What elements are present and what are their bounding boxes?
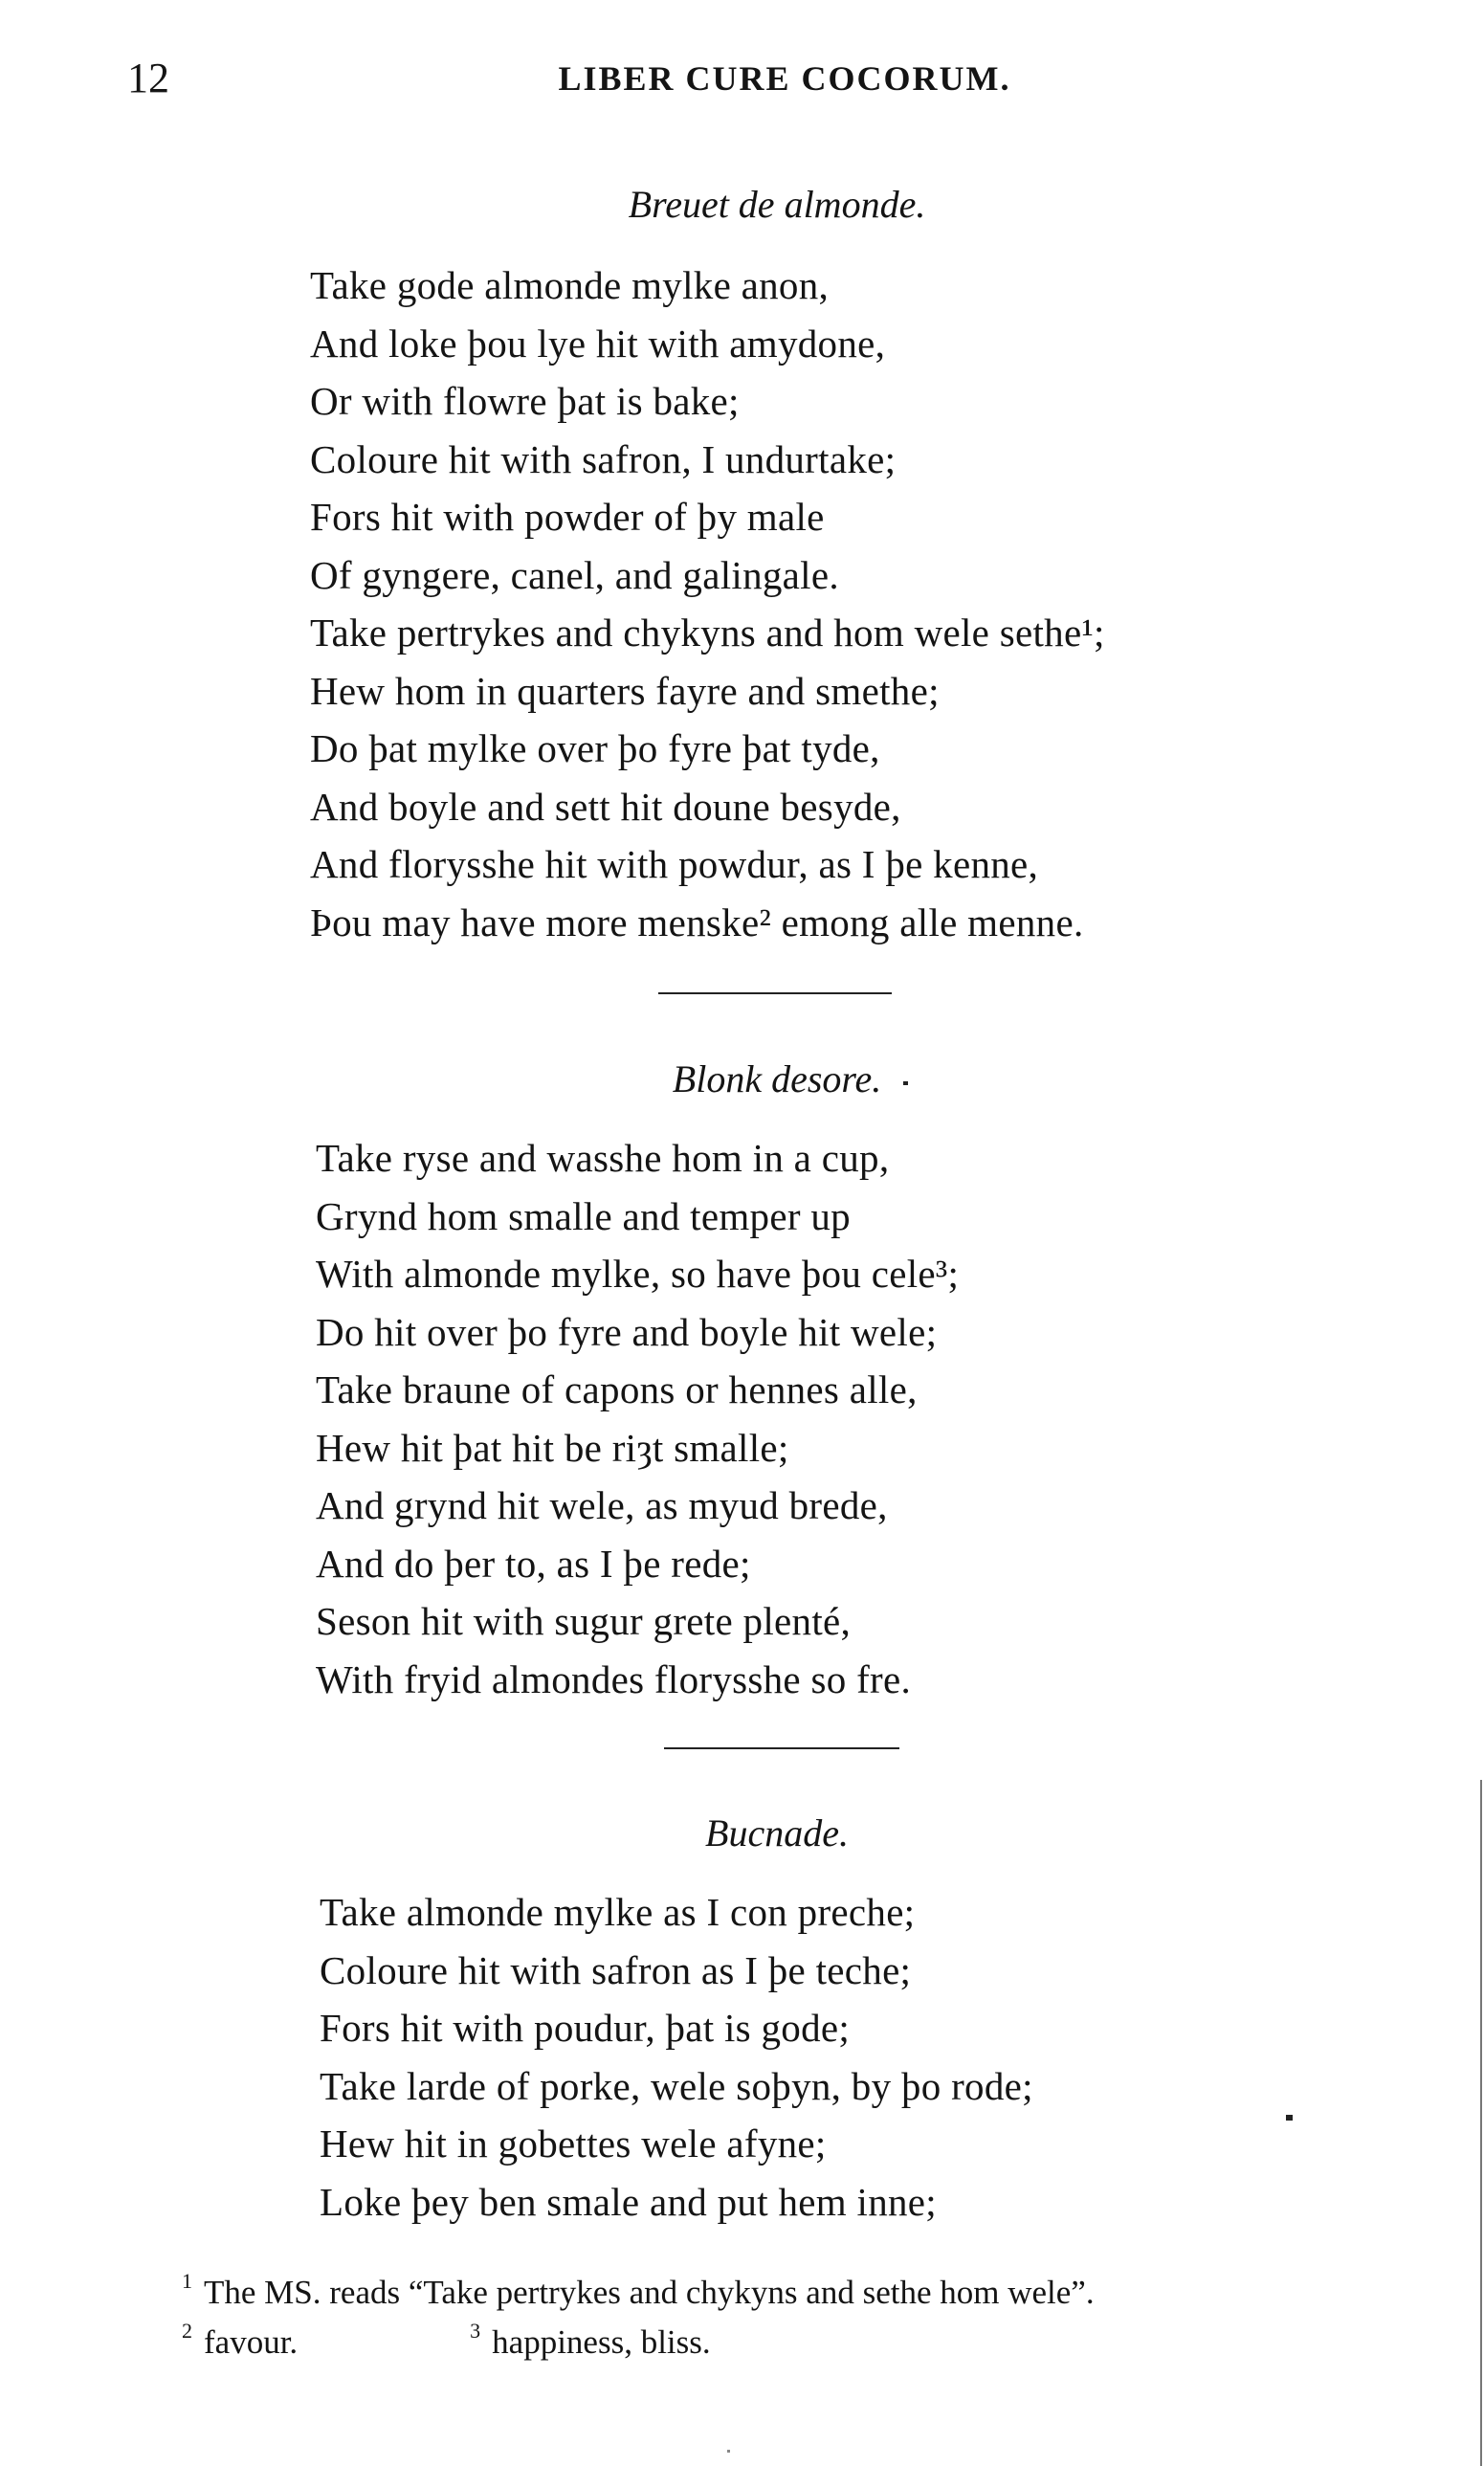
verse-line: Take braune of capons or hennes alle, [316,1367,918,1411]
scan-speck [1286,2115,1293,2121]
footnote-text: The MS. reads “Take pertrykes and chykyns and sethe hom wele”. [204,2274,1095,2311]
section-divider [658,992,892,994]
footnote-spacer [298,2318,470,2367]
verse-line: Hew hit þat hit be riȝt smalle; [316,1425,789,1470]
verse-line: Hew hom in quarters fayre and smethe; [310,668,940,713]
verse-line: With fryid almondes florysshe so fre. [316,1656,912,1701]
recipe-title: Breuet de almonde. [628,183,926,226]
scan-speck [903,1081,908,1085]
verse-line: Coloure hit with safron as I þe teche; [320,1947,912,1992]
recipe-verse [320,1883,1033,2231]
page-number: 12 [127,55,169,101]
verse-line: And grynd hit wele, as myud brede, [316,1483,888,1527]
footnote-marker: 3 [470,2319,481,2343]
footnote-2-3 [182,2318,1445,2367]
scan-speck [727,2450,730,2453]
verse-line: Take almonde mylke as I con preche; [320,1890,916,1934]
verse-line: Do þat mylke over þo fyre þat tyde, [310,726,880,770]
verse-line: Grynd hom smalle and temper up [316,1193,851,1238]
verse-line: Take gode almonde mylke anon, [310,263,830,307]
verse-line: With almonde mylke, so have þou cele³; [316,1252,960,1296]
verse-line: Take pertrykes and chykyns and hom wele sethe¹; [310,611,1105,655]
verse-line: Of gyngere, canel, and galingale. [310,552,839,597]
recipe-title: Bucnade. [705,1811,849,1855]
recipe-title: Blonk desore. [672,1057,882,1100]
verse-line: Fors hit with powder of þy male [310,495,825,539]
scan-edge-line [1480,1780,1482,2466]
footnote-text: favour. [204,2323,299,2361]
verse-line: Coloure hit with safron, I undurtake; [310,436,897,481]
section-divider [664,1747,899,1749]
footnote-marker: 1 [182,2269,192,2293]
footnote-text: happiness, bliss. [492,2323,711,2361]
recipe-verse [310,256,1105,951]
verse-line: And florysshe hit with powdur, as I þe kenne, [310,842,1039,886]
footnotes [182,2268,1445,2367]
verse-line: And boyle and sett hit doune besyde, [310,784,901,829]
verse-line: Take larde of porke, wele soþyn, by þo rode; [320,2063,1033,2108]
verse-line: Loke þey ben smale and put hem inne; [320,2179,937,2224]
running-title: LIBER CURE COCORUM. [558,59,1011,98]
verse-line: Fors hit with poudur, þat is gode; [320,2006,851,2050]
verse-line: Or with flowre þat is bake; [310,379,740,423]
recipe-verse [316,1129,959,1708]
verse-line: Do hit over þo fyre and boyle hit wele; [316,1309,938,1354]
verse-line: And do þer to, as I þe rede; [316,1541,751,1586]
verse-line: And loke þou lye hit with amydone, [310,321,886,366]
footnote-marker: 2 [182,2319,192,2343]
footnote-1 [182,2268,1445,2318]
verse-line: Hew hit in gobettes wele afyne; [320,2122,827,2166]
verse-line: Seson hit with sugur grete plenté, [316,1599,852,1643]
verse-line: Take ryse and wasshe hom in a cup, [316,1136,890,1180]
verse-line: Þou may have more menske² emong alle menne. [310,900,1084,944]
